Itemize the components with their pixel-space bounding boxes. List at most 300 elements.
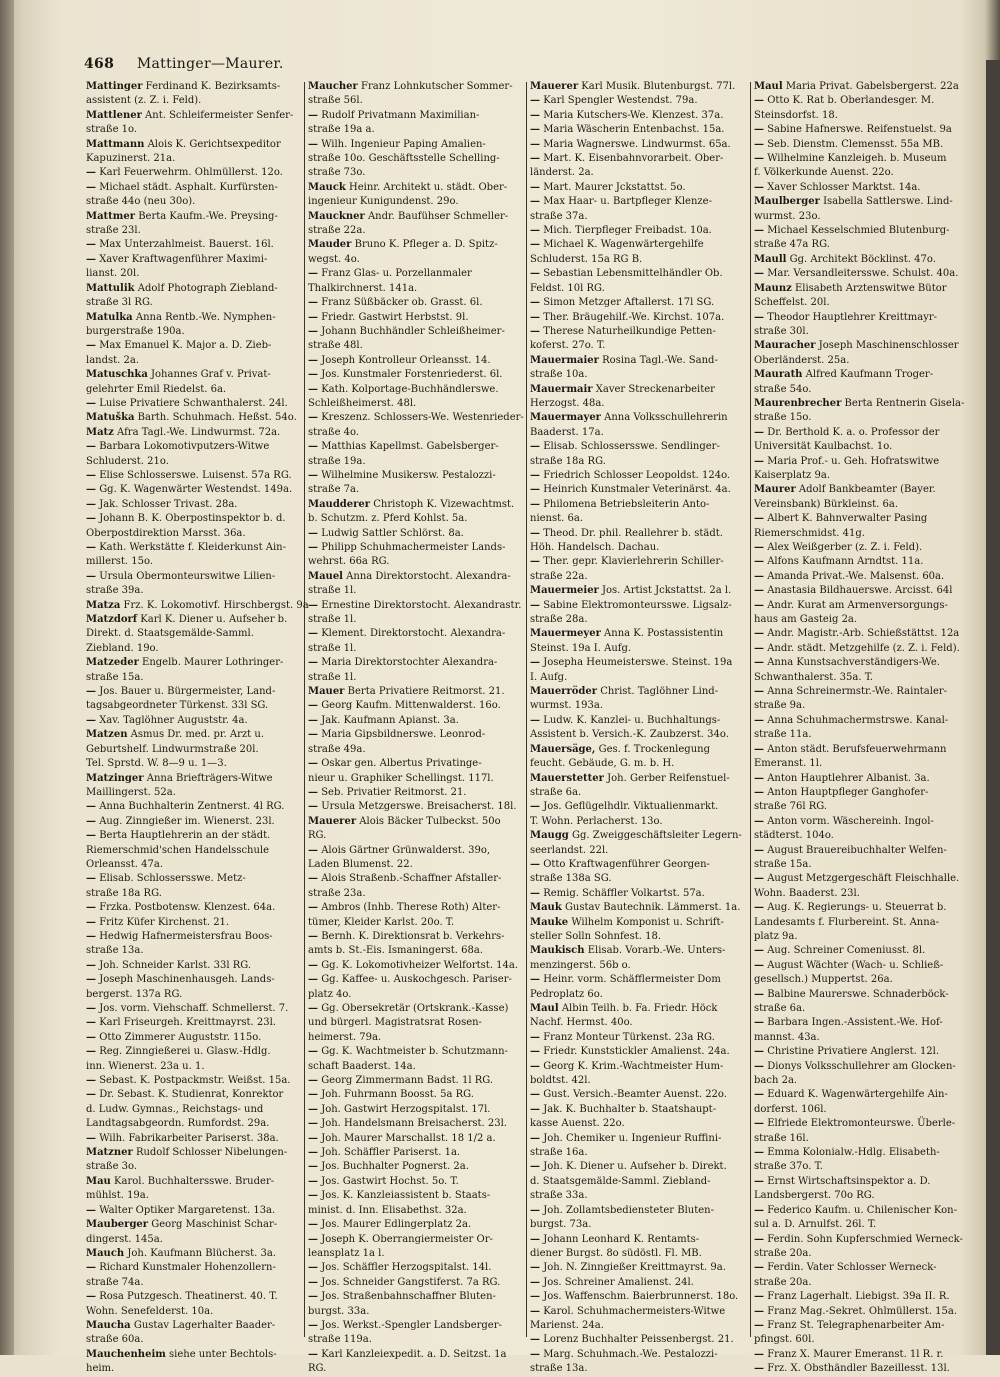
directory-entry [530,1103,752,1117]
directory-entry [530,944,752,958]
directory-entry [530,1002,752,1016]
entry-surname: — [754,585,764,597]
directory-entry [530,555,752,569]
entry-surname: Maul [530,1003,559,1014]
entry-details: straße 49a. [308,743,366,755]
entry-details: Michael K. Wagenwärtergehilfe [543,239,704,251]
entry-details: Georg Kaufm. Mittenwalderst. 16o. [321,700,501,712]
entry-surname: — [308,974,318,986]
directory-entry [530,973,752,987]
entry-details: Heinr. vorm. Schäfflermeister Dom [543,974,721,986]
entry-details: straße 13a. [86,945,144,957]
entry-surname: Matzinger [86,772,144,784]
entry-details: Jos. Kunstmaler Forstenriederst. 6l. [321,369,503,381]
directory-entry [86,988,308,1002]
entry-details: Seb. Dienstm. Clemensst. 55a MB. [767,138,944,150]
entry-details: Mich. Tierpfleger Freibadst. 10a. [543,225,712,237]
directory-entry [530,512,752,526]
entry-surname: — [530,441,540,453]
directory-entry [530,1204,752,1218]
directory-entry [530,166,752,180]
directory-entry [308,1031,530,1045]
book-binding [0,0,14,1355]
entry-surname: — [308,1161,318,1173]
entry-surname: — [530,1060,540,1072]
directory-entry [86,383,308,397]
directory-entry [754,1218,986,1232]
entry-details: Max Haar- u. Bartpfleger Klenze- [543,196,712,208]
entry-details: Franz Monteur Türkenst. 23a RG. [543,1031,715,1043]
entry-details: straße 1l. [308,585,357,597]
entry-details: Ernestine Direktorstocht. Alexandrastr. [321,599,522,611]
directory-entry [308,1103,530,1117]
directory-entry [754,656,986,670]
entry-details: straße 15o. [754,412,812,424]
directory-entry [86,743,308,757]
directory-entry [530,152,752,166]
entry-details: Otto K. Rat b. Oberlandesger. M. [767,95,935,107]
entry-surname: Maucher [308,81,358,92]
entry-details: I. Aufg. [530,671,568,683]
directory-entry [86,887,308,901]
entry-surname: — [86,1132,96,1144]
entry-details: Ziebland. 19o. [86,642,159,654]
directory-entry [754,685,986,699]
directory-entry [308,570,530,584]
entry-surname: — [754,657,764,669]
entry-surname: — [530,325,540,337]
entry-details: Kapuzinerst. 21a. [86,153,176,165]
directory-entry [308,166,530,180]
entry-details: straße 22a. [530,570,588,582]
entry-surname: — [308,441,318,453]
entry-surname: — [530,657,540,669]
directory-entry [530,815,752,829]
directory-entry [754,699,986,713]
entry-surname: Mauerstetter [530,772,604,784]
entry-details: nieur u. Graphiker Schellingst. 117l. [308,772,494,784]
directory-entry [530,1333,752,1347]
directory-entry [308,858,530,872]
directory-entry [530,440,752,454]
directory-entry [86,282,308,296]
directory-entry [308,195,530,209]
entry-details: Elisabeth Arztenswitwe Bütor [794,282,947,294]
directory-entry [530,1160,752,1174]
directory-entry [308,1204,530,1218]
directory-entry [530,267,752,281]
entry-details: Elisab. Schlossersswe. Metz- [99,873,246,885]
entry-details: Simon Metzger Aftallerst. 17l SG. [543,297,715,309]
entry-surname: — [530,1089,540,1101]
directory-entry [86,94,308,108]
entry-details: Alfons Kaufmann Arndtst. 11a. [767,556,924,568]
entry-surname: — [530,527,540,539]
directory-entry [530,1031,752,1045]
entry-details: Frzka. Postbotensw. Klenzest. 64a. [99,902,276,914]
directory-entry [86,455,308,469]
entry-details: Berta Kaufm.-We. Preysing- [138,210,278,222]
entry-surname: — [530,109,540,121]
entry-details: straße 3o. [86,1161,138,1173]
entry-details: Mar. Versandleitersswe. Schulst. 40a. [767,268,959,280]
entry-details: straße 23l. [86,225,141,237]
entry-surname: — [530,225,540,237]
entry-details: Schluderst. 21o. [86,455,169,467]
entry-surname: — [308,1276,318,1288]
directory-entry [86,714,308,728]
entry-surname: — [86,873,96,885]
entry-surname: — [530,1233,540,1245]
directory-entry [308,267,530,281]
entry-details: amts b. St.-Eis. Ismaningerst. 68a. [308,945,484,957]
directory-entry [754,930,986,944]
entry-details: straße 20a. [754,1276,812,1288]
directory-entry [86,1160,308,1174]
entry-details: Frz. X. Obsthändler Bazeillesst. 13l. [767,1363,950,1375]
directory-entry [754,1290,986,1304]
directory-entry [530,685,752,699]
directory-entry [530,1045,752,1059]
directory-entry [754,959,986,973]
directory-entry [308,80,530,94]
directory-entry [308,757,530,771]
directory-entry [530,368,752,382]
directory-entry [530,714,752,728]
entry-details: Andr. Magistr.-Arb. Schießstättst. 12a [767,628,960,640]
entry-details: menzingerst. 56b o. [530,959,631,971]
entry-details: Karl Kanzleiexpedit. a. D. Seitzst. 1a [321,1348,507,1360]
entry-surname: — [86,801,96,813]
entry-details: bach 2a. [754,1075,798,1087]
directory-entry [530,426,752,440]
directory-entry [530,411,752,425]
entry-surname: — [530,858,540,870]
directory-entry [308,815,530,829]
entry-details: Joseph Maschinenschlosser [818,340,959,352]
entry-details: f. Völkerkunde Auenst. 22o. [754,167,894,179]
entry-surname: Mattmer [86,210,135,222]
entry-details: Karl Musik. Blutenburgst. 77l. [581,81,736,92]
entry-details: straße 11a. [754,729,812,741]
directory-entry [308,1218,530,1232]
entry-details: Andr. Kurat am Armenversorgungs- [767,599,948,611]
directory-entry [530,1088,752,1102]
directory-entry [86,829,308,843]
entry-surname: — [308,1075,318,1087]
directory-entry [754,253,986,267]
directory-entry [308,1290,530,1304]
entry-details: Kaiserplatz 9a. [754,469,830,481]
directory-entry [86,397,308,411]
directory-entry [86,1103,308,1117]
entry-details: straße 47a RG. [754,239,830,251]
entry-details: Berta Rentnerin Gisela- [844,397,965,409]
directory-entry [530,872,752,886]
directory-entry [86,267,308,281]
entry-details: Scheffelst. 20l. [754,297,830,309]
entry-details: straße 6a. [754,1003,806,1014]
entry-surname: — [308,714,318,726]
entry-surname: — [754,628,764,640]
entry-details: Michael städt. Asphalt. Kurfürsten- [99,181,278,193]
directory-entry [530,1189,752,1203]
entry-surname: — [754,772,764,784]
entry-details: Karol. Buchhaltersswe. Bruder- [114,1175,275,1187]
directory-entry [308,296,530,310]
directory-entry [86,959,308,973]
entry-surname: — [754,95,764,107]
entry-surname: — [308,786,318,798]
entry-details: Johann B. K. Oberpostinspektor b. d. [99,513,286,525]
entry-details: Jos. Straßenbahnschaffner Bluten- [321,1291,496,1303]
directory-entry [754,988,986,1002]
entry-surname: — [754,1118,764,1130]
directory-entry [86,1074,308,1088]
entry-details: gesellsch.) Muppertst. 26a. [754,974,893,986]
entry-details: Balbine Maurerswe. Schnaderböck- [767,988,949,1000]
directory-entry [308,498,530,512]
directory-entry [86,916,308,930]
directory-entry [530,354,752,368]
directory-entry [86,296,308,310]
entry-details: Thalkirchnerst. 141a. [308,282,418,294]
entry-details: Andr. städt. Metzgehilfe (z. Z. i. Feld). [767,642,960,654]
entry-details: straße 15a. [86,671,144,683]
entry-surname: — [86,181,96,193]
entry-surname: — [86,1046,96,1058]
entry-surname: — [86,1089,96,1101]
entry-details: Anna Direktorstocht. Alexandra- [346,570,511,582]
directory-entry [86,627,308,641]
entry-surname: — [754,844,764,856]
entry-surname: — [530,556,540,568]
entry-details: Jos. Schneider Gangstiferst. 7a RG. [321,1276,501,1288]
entry-surname: Maunz [754,282,792,294]
directory-entry [308,1348,530,1362]
directory-entry [86,1233,308,1247]
entry-surname: — [308,700,318,712]
directory-entry [754,844,986,858]
directory-entry [308,728,530,742]
entry-details: tümer, Kleider Karlst. 20o. T. [308,916,455,928]
entry-details: dorferst. 106l. [754,1103,827,1115]
directory-entry [754,94,986,108]
entry-details: Alfred Kaufmann Troger- [805,369,934,381]
entry-surname: — [308,311,318,323]
entry-details: Jos. Waffenschm. Baierbrunnerst. 18o. [543,1291,739,1303]
directory-entry [530,699,752,713]
directory-entry [308,714,530,728]
directory-entry [86,772,308,786]
entry-details: Alois K. Gerichtsexpeditor [147,138,281,150]
entry-details: wurmst. 193a. [530,700,603,712]
directory-entry [530,224,752,238]
entry-surname: — [754,959,764,971]
entry-surname: — [530,153,540,165]
entry-details: Marg. Schuhmach.-We. Pestalozzi- [543,1348,718,1360]
directory-entry [754,1319,986,1333]
directory-entry [754,555,986,569]
directory-entry [308,1074,530,1088]
directory-entry [754,743,986,757]
entry-details: Joh. Schäffler Pariserst. 1a. [321,1147,461,1159]
entry-surname: — [86,484,96,496]
entry-details: Gustav Bautechnik. Lämmerst. 1a. [564,902,741,914]
directory-entry [530,671,752,685]
entry-details: Jak. Kaufmann Apianst. 3a. [321,714,459,726]
directory-entry [308,527,530,541]
entry-details: Pedroplatz 6o. [530,988,603,1000]
directory-entry [530,238,752,252]
entry-details: Jos. Schreiner Amalienst. 24l. [543,1276,694,1288]
entry-details: Emma Kolonialw.-Hdlg. Elisabeth- [767,1147,940,1159]
entry-details: Anna Volksschullehrerin [604,412,728,424]
entry-details: straße 16l. [754,1132,809,1144]
directory-entry [86,944,308,958]
entry-details: Jos. Buchhalter Pognerst. 2a. [321,1161,469,1173]
directory-entry [754,195,986,209]
entry-surname: — [530,95,540,107]
entry-surname: — [308,527,318,539]
entry-details: Gg. Kaffee- u. Auskochgesch. Pariser- [321,974,512,986]
entry-surname: — [308,1103,318,1115]
entry-details: straße 1l. [308,642,357,654]
directory-entry [86,339,308,353]
entry-surname: Maurenbrecher [754,397,842,409]
directory-entry [754,1233,986,1247]
directory-entry [86,1002,308,1016]
entry-details: Landtagsabgeordn. Rumfordst. 29a. [86,1118,270,1130]
entry-details: Friedr. Gastwirt Herbstst. 9l. [321,311,469,323]
entry-details: Höh. Handelsch. Dachau. [530,542,660,553]
directory-entry [86,1117,308,1131]
entry-details: leansplatz 1a l. [308,1247,385,1259]
entry-details: d. Staatsgemälde-Samml. Ziebland- [530,1175,711,1187]
entry-surname: — [530,1031,540,1043]
entry-details: Wilh. Ingenieur Paping Amalien- [321,138,486,150]
directory-entry [754,944,986,958]
directory-entry [86,80,308,94]
entry-details: Marienst. 24a. [530,1319,604,1331]
entry-details: Maria Privat. Gabelsbergerst. 22a [785,81,959,92]
directory-entry [754,238,986,252]
directory-entry [530,570,752,584]
entry-surname: — [530,1132,540,1144]
entry-details: Asmus Dr. med. pr. Arzt u. [130,729,265,741]
entry-details: Joh. Handelsmann Breisacherst. 23l. [321,1118,507,1130]
entry-details: Assistent b. Versich.-K. Zaubzerst. 34o. [530,729,729,741]
entry-details: Heinrich Kunstmaler Veterinärst. 4a. [543,484,731,496]
entry-surname: — [86,1075,96,1087]
entry-surname: — [530,484,540,496]
directory-entry [530,483,752,497]
entry-details: straße 7a. [308,484,360,496]
entry-surname: — [530,1204,540,1216]
entry-details: Jos. vorm. Viehschaff. Schmellerst. 7. [99,1003,289,1014]
directory-entry [308,829,530,843]
entry-surname: Mattinger [86,81,143,92]
entry-details: Franz X. Maurer Emeranst. 1l R. r. [767,1348,944,1360]
directory-entry [308,1160,530,1174]
directory-entry [86,757,308,771]
directory-entry [308,138,530,152]
directory-entry [308,181,530,195]
directory-entry [530,181,752,195]
entry-details: Friedr. Kunststickler Amalienst. 24a. [543,1046,730,1058]
directory-entry [754,498,986,512]
entry-details: August Metzgergeschäft Fleischhalle. [767,873,960,885]
entry-details: Georg K. Krim.-Wachtmeister Hum- [543,1060,724,1072]
directory-entry [530,772,752,786]
entry-details: Schleißheimerst. 48l. [308,397,417,409]
entry-details: straße 16a. [530,1147,588,1159]
entry-details: Maria Kutschers-We. Klenzest. 37a. [543,109,724,121]
entry-details: Gg. Obersekretär (Ortskrank.-Kasse) [321,1003,509,1014]
entry-details: Kreszenz. Schlossers-We. Westenrieder- [321,412,524,424]
entry-surname: — [754,1291,764,1303]
directory-entry [86,973,308,987]
entry-details: kasse Auenst. 22o. [530,1118,625,1130]
entry-details: Maria Prof.- u. Geh. Hofratswitwe [767,455,940,467]
entry-details: Joh. K. Diener u. Aufseher b. Direkt. [543,1161,727,1173]
directory-entry [86,570,308,584]
entry-details: Xaver Streckenarbeiter [595,383,715,395]
entry-surname: — [754,1089,764,1101]
directory-entry [86,599,308,613]
directory-entry [308,699,530,713]
directory-entry [754,181,986,195]
directory-entry [308,800,530,814]
directory-entry [530,1218,752,1232]
directory-entry [530,786,752,800]
entry-surname: — [754,1017,764,1029]
entry-details: Elfriede Elektromonteurswe. Überle- [767,1118,956,1130]
directory-entry [754,152,986,166]
entry-details: Jos. Geflügelhdlr. Viktualienmarkt. [543,801,719,813]
directory-entry [86,368,308,382]
entry-surname: — [754,902,764,914]
entry-details: straße 4o. [308,426,360,438]
directory-entry [754,800,986,814]
directory-entry [530,311,752,325]
entry-surname: — [308,1132,318,1144]
entry-details: straße 56l. [308,95,363,107]
directory-entry [308,584,530,598]
entry-surname: — [754,714,764,726]
directory-entry [754,296,986,310]
entry-surname: Maucha [86,1319,131,1331]
entry-details: Max Emanuel K. Major a. D. Zieb- [99,340,272,352]
entry-details: straße 19a a. [308,124,375,136]
entry-surname: Maul [754,81,783,92]
entry-details: Reg. Zinngießerei u. Glasw.-Hdlg. [99,1046,271,1058]
directory-entry [530,930,752,944]
directory-entry [308,1247,530,1261]
entry-details: Barbara Lokomotivputzers-Witwe [99,441,270,453]
entry-details: seerlandst. 22l. [530,844,609,856]
directory-entry [86,311,308,325]
entry-details: straße 44o (neu 30o). [86,196,196,208]
entry-surname: Maudderer [308,498,371,510]
entry-details: straße 39a. [86,585,144,597]
entry-surname: — [754,225,764,237]
entry-surname: — [754,599,764,611]
directory-entry [754,1362,986,1376]
entry-surname: — [754,181,764,193]
entry-details: schaft Baaderst. 14a. [308,1060,416,1072]
entry-details: straße 10a. [530,369,588,381]
